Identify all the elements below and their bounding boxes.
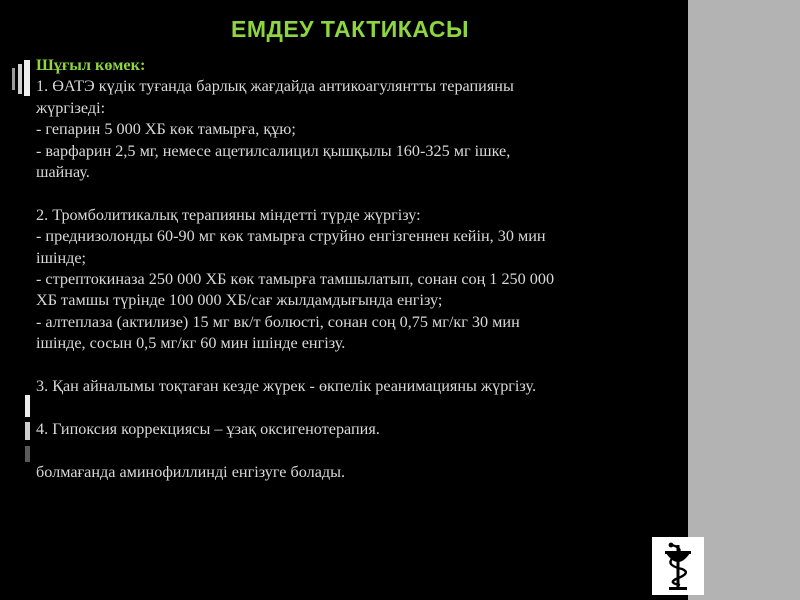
text-line: - стрептокиназа 250 000 ХБ көк тамырға тамшылатып, сонан соң 1 250 000 — [36, 270, 555, 289]
decor-strip — [25, 422, 30, 440]
slide-title: ЕМДЕУ ТАКТИКАСЫ — [230, 16, 470, 42]
section-heading: Шұғыл көмек: — [36, 56, 146, 74]
text-line: - преднизолонды 60-90 мг көк тамырға струйно енгізгеннен кейін, 30 мин — [36, 227, 546, 246]
text-line: жүргізеді: — [36, 98, 106, 117]
decor-strip — [25, 446, 30, 462]
decor-strip — [25, 395, 30, 417]
text-line: шайнау. — [36, 163, 90, 182]
text-line: ішінде; — [36, 248, 87, 267]
text-line: ішінде, сосын 0,5 мг/кг 60 мин ішінде енгізу. — [36, 334, 346, 353]
decor-strip — [24, 60, 30, 96]
slide-body — [36, 55, 686, 483]
bowl-of-hygieia-icon — [652, 537, 704, 595]
text-line: болмағанда аминофиллинді енгізуге болады. — [36, 462, 346, 481]
medical-logo — [652, 537, 704, 595]
right-gray-band — [688, 0, 800, 600]
text-line: - алтеплаза (актилизе) 15 мг вк/т болюсті, сонан соң 0,75 мг/кг 30 мин — [36, 312, 520, 331]
decor-strip — [12, 68, 15, 90]
decor-strip — [18, 64, 22, 94]
text-line: - варфарин 2,5 мг, немесе ацетилсалицил қышқылы 160-325 мг ішке, — [36, 141, 511, 160]
text-line: 1. ӨАТЭ күдік туғанда барлық жағдайда антикоагулянтты терапияны — [36, 77, 514, 96]
text-line: 4. Гипоксия коррекциясы – ұзақ оксигенотерапия. — [36, 419, 380, 438]
text-line: 3. Қан айналымы тоқтаған кезде жүрек - өкпелік реанимацияны жүргізу. — [36, 377, 537, 396]
text-line: ХБ тамшы түрінде 100 000 ХБ/сағ жылдамдығында енгізу; — [36, 291, 443, 310]
text-line: 2. Тромболитикалық терапияны міндетті түрде жүргізу: — [36, 205, 421, 224]
text-line: - гепарин 5 000 ХБ көк тамырға, құю; — [36, 120, 296, 139]
